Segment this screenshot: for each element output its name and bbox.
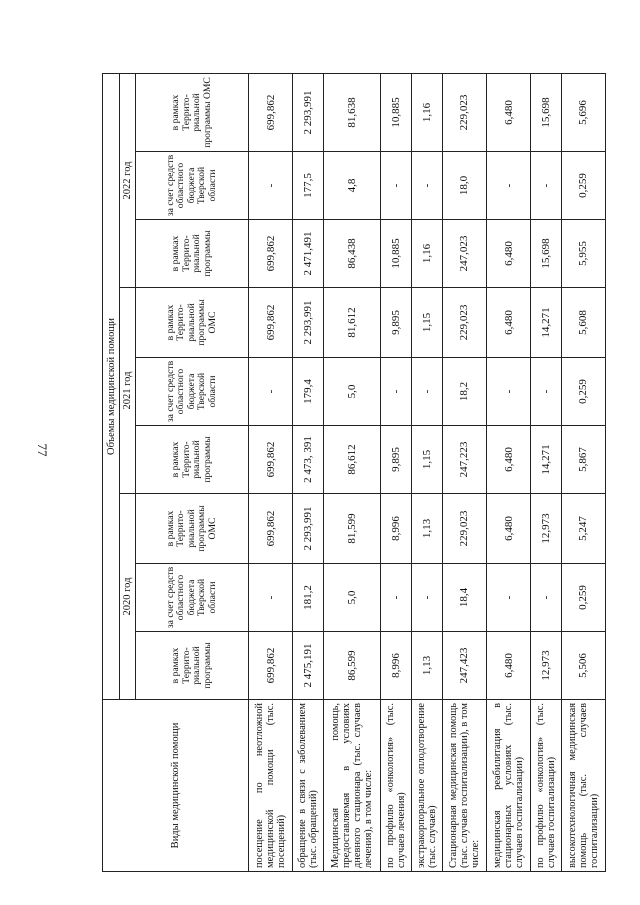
- value-cell: -: [531, 152, 562, 220]
- value-cell: 4,8: [323, 152, 381, 220]
- value-cell: 86,599: [323, 632, 381, 700]
- row-kind: Медицинская помощь, предоставляемая в условиях дневного стационара (тыс. случаев лечения), в том числе:: [323, 700, 381, 872]
- value-cell: 247,023: [442, 220, 486, 288]
- value-cell: 6,480: [486, 632, 530, 700]
- value-cell: -: [412, 358, 443, 426]
- value-cell: 5,247: [561, 494, 605, 564]
- value-cell: 6,480: [486, 220, 530, 288]
- value-cell: 1,15: [412, 288, 443, 358]
- value-cell: -: [381, 358, 412, 426]
- rotated-table-container: [102, 74, 606, 872]
- header-sub-oms: в рамках Террито-риальной программы ОМС: [136, 73, 249, 151]
- value-cell: 10,885: [381, 73, 412, 151]
- value-cell: -: [412, 564, 443, 632]
- value-cell: 5,696: [561, 73, 605, 151]
- header-sub-oms: в рамках Террито-риальной программы ОМС: [136, 494, 249, 564]
- header-year-2022: 2022 год: [120, 73, 136, 287]
- value-cell: 247,423: [442, 632, 486, 700]
- value-cell: -: [249, 564, 293, 632]
- value-cell: 81,638: [323, 73, 381, 151]
- value-cell: 1,13: [412, 632, 443, 700]
- header-sub-territorial: в рамках Террито-риальной программы: [136, 220, 249, 288]
- value-cell: 5,0: [323, 358, 381, 426]
- table-row: [412, 73, 443, 871]
- table-row: [293, 73, 324, 871]
- header-sub-regional-budget: за счет средств областного бюджета Тверской области: [136, 358, 249, 426]
- value-cell: 0,259: [561, 358, 605, 426]
- value-cell: 10,885: [381, 220, 412, 288]
- table-row: [561, 73, 605, 871]
- table-row: [486, 73, 530, 871]
- value-cell: 2 293,991: [293, 494, 324, 564]
- page-number: 77: [35, 443, 50, 457]
- header-kind: Виды медицинской помощи: [103, 700, 249, 872]
- value-cell: 5,867: [561, 426, 605, 494]
- value-cell: 699,862: [249, 494, 293, 564]
- value-cell: 1,16: [412, 73, 443, 151]
- value-cell: 81,612: [323, 288, 381, 358]
- value-cell: 8,996: [381, 494, 412, 564]
- value-cell: 15,698: [531, 220, 562, 288]
- value-cell: 15,698: [531, 73, 562, 151]
- value-cell: 5,608: [561, 288, 605, 358]
- header-year-2021: 2021 год: [120, 288, 136, 494]
- header-sub-oms: в рамках Террито-риальной программы ОМС: [136, 288, 249, 358]
- value-cell: -: [531, 564, 562, 632]
- row-kind: посещение по неотложной медицинской помощи (тыс. посещений): [249, 700, 293, 872]
- value-cell: 181,2: [293, 564, 324, 632]
- value-cell: -: [381, 564, 412, 632]
- value-cell: 6,480: [486, 494, 530, 564]
- value-cell: 229,023: [442, 288, 486, 358]
- value-cell: 229,023: [442, 494, 486, 564]
- header-sub-regional-budget: за счет средств областного бюджета Тверской области: [136, 152, 249, 220]
- row-kind: по профилю «онкология» (тыс. случаев лечения): [381, 700, 412, 872]
- value-cell: 699,862: [249, 288, 293, 358]
- value-cell: 229,023: [442, 73, 486, 151]
- value-cell: -: [412, 152, 443, 220]
- value-cell: 12,973: [531, 494, 562, 564]
- row-kind: обращение в связи с заболеванием (тыс. обращений): [293, 700, 324, 872]
- value-cell: -: [486, 152, 530, 220]
- row-kind: экстракорпоральное оплодотворение (тыс. случаев): [412, 700, 443, 872]
- value-cell: 6,480: [486, 73, 530, 151]
- value-cell: 6,480: [486, 426, 530, 494]
- value-cell: 86,612: [323, 426, 381, 494]
- value-cell: 2 475,191: [293, 632, 324, 700]
- value-cell: -: [249, 358, 293, 426]
- value-cell: 0,259: [561, 564, 605, 632]
- value-cell: 9,895: [381, 426, 412, 494]
- value-cell: 18,4: [442, 564, 486, 632]
- value-cell: 699,862: [249, 220, 293, 288]
- table-row: [249, 73, 293, 871]
- value-cell: 2 473, 391: [293, 426, 324, 494]
- value-cell: 179,4: [293, 358, 324, 426]
- table-row: [323, 73, 381, 871]
- value-cell: 177,5: [293, 152, 324, 220]
- value-cell: 699,862: [249, 426, 293, 494]
- value-cell: 5,0: [323, 564, 381, 632]
- value-cell: 14,271: [531, 426, 562, 494]
- value-cell: 12,973: [531, 632, 562, 700]
- table-row: [381, 73, 412, 871]
- value-cell: 247,223: [442, 426, 486, 494]
- header-sub-territorial: в рамках Террито-риальной программы: [136, 632, 249, 700]
- value-cell: 14,271: [531, 288, 562, 358]
- value-cell: 6,480: [486, 288, 530, 358]
- table-row: [531, 73, 562, 871]
- value-cell: 0,259: [561, 152, 605, 220]
- row-kind: высокотехнологичная медицинская помощь (тыс. случаев госпитализации): [561, 700, 605, 872]
- value-cell: 699,862: [249, 73, 293, 151]
- value-cell: 699,862: [249, 632, 293, 700]
- value-cell: 1,16: [412, 220, 443, 288]
- row-kind: Стационарная медицинская помощь (тыс. случаев госпитализации), в том числе:: [442, 700, 486, 872]
- value-cell: 5,506: [561, 632, 605, 700]
- value-cell: 9,895: [381, 288, 412, 358]
- value-cell: -: [486, 564, 530, 632]
- value-cell: 81,599: [323, 494, 381, 564]
- value-cell: 1,15: [412, 426, 443, 494]
- value-cell: 5,955: [561, 220, 605, 288]
- row-kind: по профилю «онкология» (тыс. случаев госпитализации): [531, 700, 562, 872]
- value-cell: 1,13: [412, 494, 443, 564]
- header-sub-territorial: в рамках Террито-риальной программы: [136, 426, 249, 494]
- header-sub-regional-budget: за счет средств областного бюджета Тверской области: [136, 564, 249, 632]
- value-cell: -: [486, 358, 530, 426]
- table-row: [442, 73, 486, 871]
- value-cell: 8,996: [381, 632, 412, 700]
- value-cell: 2 293,991: [293, 73, 324, 151]
- value-cell: -: [249, 152, 293, 220]
- value-cell: 86,438: [323, 220, 381, 288]
- value-cell: -: [381, 152, 412, 220]
- header-year-2020: 2020 год: [120, 494, 136, 700]
- medical-volumes-table: [102, 73, 606, 872]
- value-cell: 18,2: [442, 358, 486, 426]
- header-volumes: Объемы медицинской помощи: [103, 73, 120, 699]
- row-kind: медицинская реабилитация в стационарных условиях (тыс. случаев госпитализации): [486, 700, 530, 872]
- value-cell: 2 471,491: [293, 220, 324, 288]
- value-cell: 18,0: [442, 152, 486, 220]
- value-cell: -: [531, 358, 562, 426]
- value-cell: 2 293,991: [293, 288, 324, 358]
